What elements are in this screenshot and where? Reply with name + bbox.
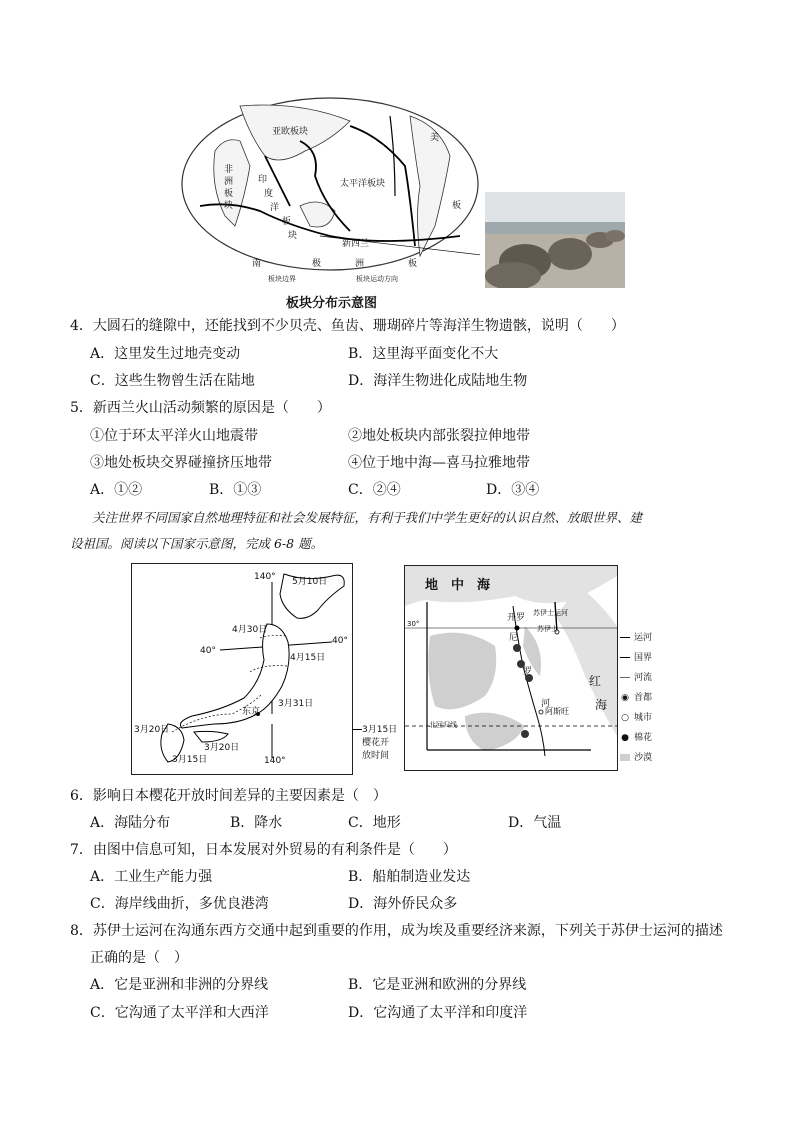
legend-capital: ◉ 首都 (621, 693, 653, 703)
japan-date-4-15: 4月15日 (290, 653, 326, 663)
q6-option-d: D．气温 (508, 815, 562, 831)
japan-lat-right: 40° (332, 636, 348, 646)
question-8 (70, 921, 723, 941)
label-indian-1: 印 (258, 175, 268, 185)
q4-option-c: C．这些生物曾生活在陆地 (90, 373, 255, 389)
japan-tokyo: 东京 (242, 707, 261, 717)
egypt-map (404, 565, 618, 771)
legend-boundary: 板块边界 (268, 275, 296, 283)
japan-date-3-31: 3月31日 (278, 699, 314, 709)
q4-option-a: A．这里发生过地壳变动 (90, 346, 241, 362)
q8-option-d: D．它沟通了太平洋和印度洋 (348, 1005, 528, 1021)
label-africa-1: 非 (224, 165, 234, 175)
label-ant-4: 板 (408, 259, 418, 269)
label-ant-1: 南 (252, 259, 262, 269)
japan-date-3-20b: 3月20日 (204, 743, 240, 753)
japan-legend-line (352, 722, 402, 735)
legend-river: 河流 (620, 670, 652, 683)
japan-legend-text-1: 樱花开 (362, 738, 390, 748)
q5-option-b: B．①③ (209, 482, 262, 498)
egypt-lat-30: 30° (407, 620, 420, 628)
label-new-zealand: 新西兰 (342, 239, 370, 249)
egypt-nile-1: 尼 (509, 633, 519, 643)
label-indian-3: 洋 (270, 203, 280, 213)
egypt-outline (405, 566, 617, 770)
japan-date-4-30: 4月30日 (232, 625, 268, 635)
egypt-red-sea-2: 海 (595, 698, 608, 712)
japan-date-5-10: 5月10日 (292, 577, 328, 587)
q6-number: 6． (70, 788, 93, 804)
legend-desert: 沙漠 (620, 750, 652, 763)
label-pacific: 太平洋板块 (340, 179, 386, 189)
egypt-suez: 苏伊士 (537, 625, 558, 633)
plate-distribution-figure (180, 96, 626, 311)
label-indian-4: 板 (282, 217, 292, 227)
q8-option-c: C．它沟通了太平洋和大西洋 (90, 1005, 269, 1021)
label-africa-2: 洲 (224, 177, 234, 187)
legend-border: 国界 (620, 650, 652, 663)
japan-legend (352, 722, 402, 761)
question-6 (70, 786, 387, 806)
label-indian-5: 块 (288, 231, 298, 241)
legend-motion: 板块运动方向 (356, 275, 398, 283)
q8-option-b: B．它是亚洲和欧洲的分界线 (348, 977, 527, 993)
label-indian-2: 度 (264, 189, 274, 199)
q6-option-a: A．海陆分布 (90, 815, 171, 831)
q8-text: 苏伊士运河在沟通东西方交通中起到重要的作用，成为埃及重要经济来源，下列关于苏伊士运河的描述 (92, 923, 723, 939)
japan-map (131, 563, 353, 775)
japan-legend-date: 3月15日 (362, 725, 398, 735)
label-africa-3: 板 (224, 189, 234, 199)
japan-legend-text-2: 放时间 (362, 751, 390, 761)
egypt-suez-canal: 苏伊士运河 (533, 609, 568, 617)
q4-number: 4． (70, 318, 93, 334)
legend-cotton: ● 棉花 (621, 733, 653, 743)
question-4 (70, 316, 625, 336)
q6-option-c: C．地形 (348, 815, 401, 831)
egypt-tropic: 北回归线 (429, 721, 457, 729)
label-ant-3: 洲 (355, 259, 365, 269)
q5-option-a: A．①② (90, 482, 143, 498)
q8-text-line-2: 正确的是（ ） (90, 950, 188, 966)
label-america-fragment: 美 (430, 133, 440, 143)
japan-date-3-15: 3月15日 (172, 755, 208, 765)
q7-option-d: D．海外侨民众多 (348, 896, 458, 912)
egypt-sea-label: 地 中 海 (425, 578, 491, 593)
egypt-cairo: 开罗 (507, 613, 526, 623)
q5-number: 5． (70, 400, 93, 416)
q8-number: 8． (70, 923, 93, 939)
q6-option-b: B．降水 (230, 815, 283, 831)
label-ant-2: 极 (312, 259, 322, 269)
boulder-photo (485, 192, 625, 288)
question-5 (70, 398, 331, 418)
japan-outline (132, 564, 352, 774)
q5-option-d: D．③④ (486, 482, 540, 498)
question-7 (70, 840, 457, 860)
egypt-nile-2: 罗 (523, 667, 533, 677)
q5-statement-3: ③地处板块交界碰撞挤压地带 (90, 455, 272, 471)
legend-canal: 运河 (620, 630, 652, 643)
egypt-red-sea-1: 红 (589, 674, 602, 688)
egypt-aswan: 阿斯旺 (545, 707, 569, 716)
egypt-nile-3: 河 (541, 699, 551, 709)
q7-text: 由图中信息可知，日本发展对外贸易的有利条件是（ ） (92, 842, 457, 858)
q7-option-c: C．海岸线曲折，多优良港湾 (90, 896, 269, 912)
japan-lon-bottom: 140° (264, 756, 286, 766)
q5-statement-4: ④位于地中海—喜马拉雅地带 (348, 455, 530, 471)
japan-lon-top: 140° (254, 572, 276, 582)
q5-option-c: C．②④ (348, 482, 401, 498)
q7-number: 7． (70, 842, 93, 858)
label-eurasia: 亚欧板块 (272, 127, 309, 137)
plate-map-caption: 板块分布示意图 (286, 296, 378, 311)
q7-option-b: B．船舶制造业发达 (348, 869, 471, 885)
intro-line-2: 设祖国。阅读以下国家示意图，完成 6-8 题。 (70, 536, 324, 551)
label-africa-4: 块 (224, 201, 234, 211)
intro-line-1: 关注世界不同国家自然地理特征和社会发展特征，有利于我们中学生更好的认识自然、放眼世界、建 (92, 510, 643, 525)
q6-text: 影响日本樱花开放时间差异的主要因素是（ ） (92, 788, 387, 804)
q8-option-a: A．它是亚洲和非洲的分界线 (90, 977, 269, 993)
japan-lat-left: 40° (200, 646, 216, 656)
q4-text: 大圆石的缝隙中，还能找到不少贝壳、鱼齿、珊瑚碎片等海洋生物遗骸，说明（ ） (92, 318, 625, 334)
q7-option-a: A．工业生产能力强 (90, 869, 213, 885)
japan-date-3-20a: 3月20日 (134, 725, 170, 735)
legend-city: ○ 城市 (621, 713, 653, 723)
q4-option-d: D．海洋生物进化成陆地生物 (348, 373, 528, 389)
q5-text: 新西兰火山活动频繁的原因是（ ） (92, 400, 331, 416)
q5-statement-2: ②地处板块内部张裂拉伸地带 (348, 428, 530, 444)
q4-option-b: B．这里海平面变化不大 (348, 346, 499, 362)
q5-statement-1: ①位于环太平洋火山地震带 (90, 428, 258, 444)
label-plate-fragment: 板 (452, 201, 462, 211)
